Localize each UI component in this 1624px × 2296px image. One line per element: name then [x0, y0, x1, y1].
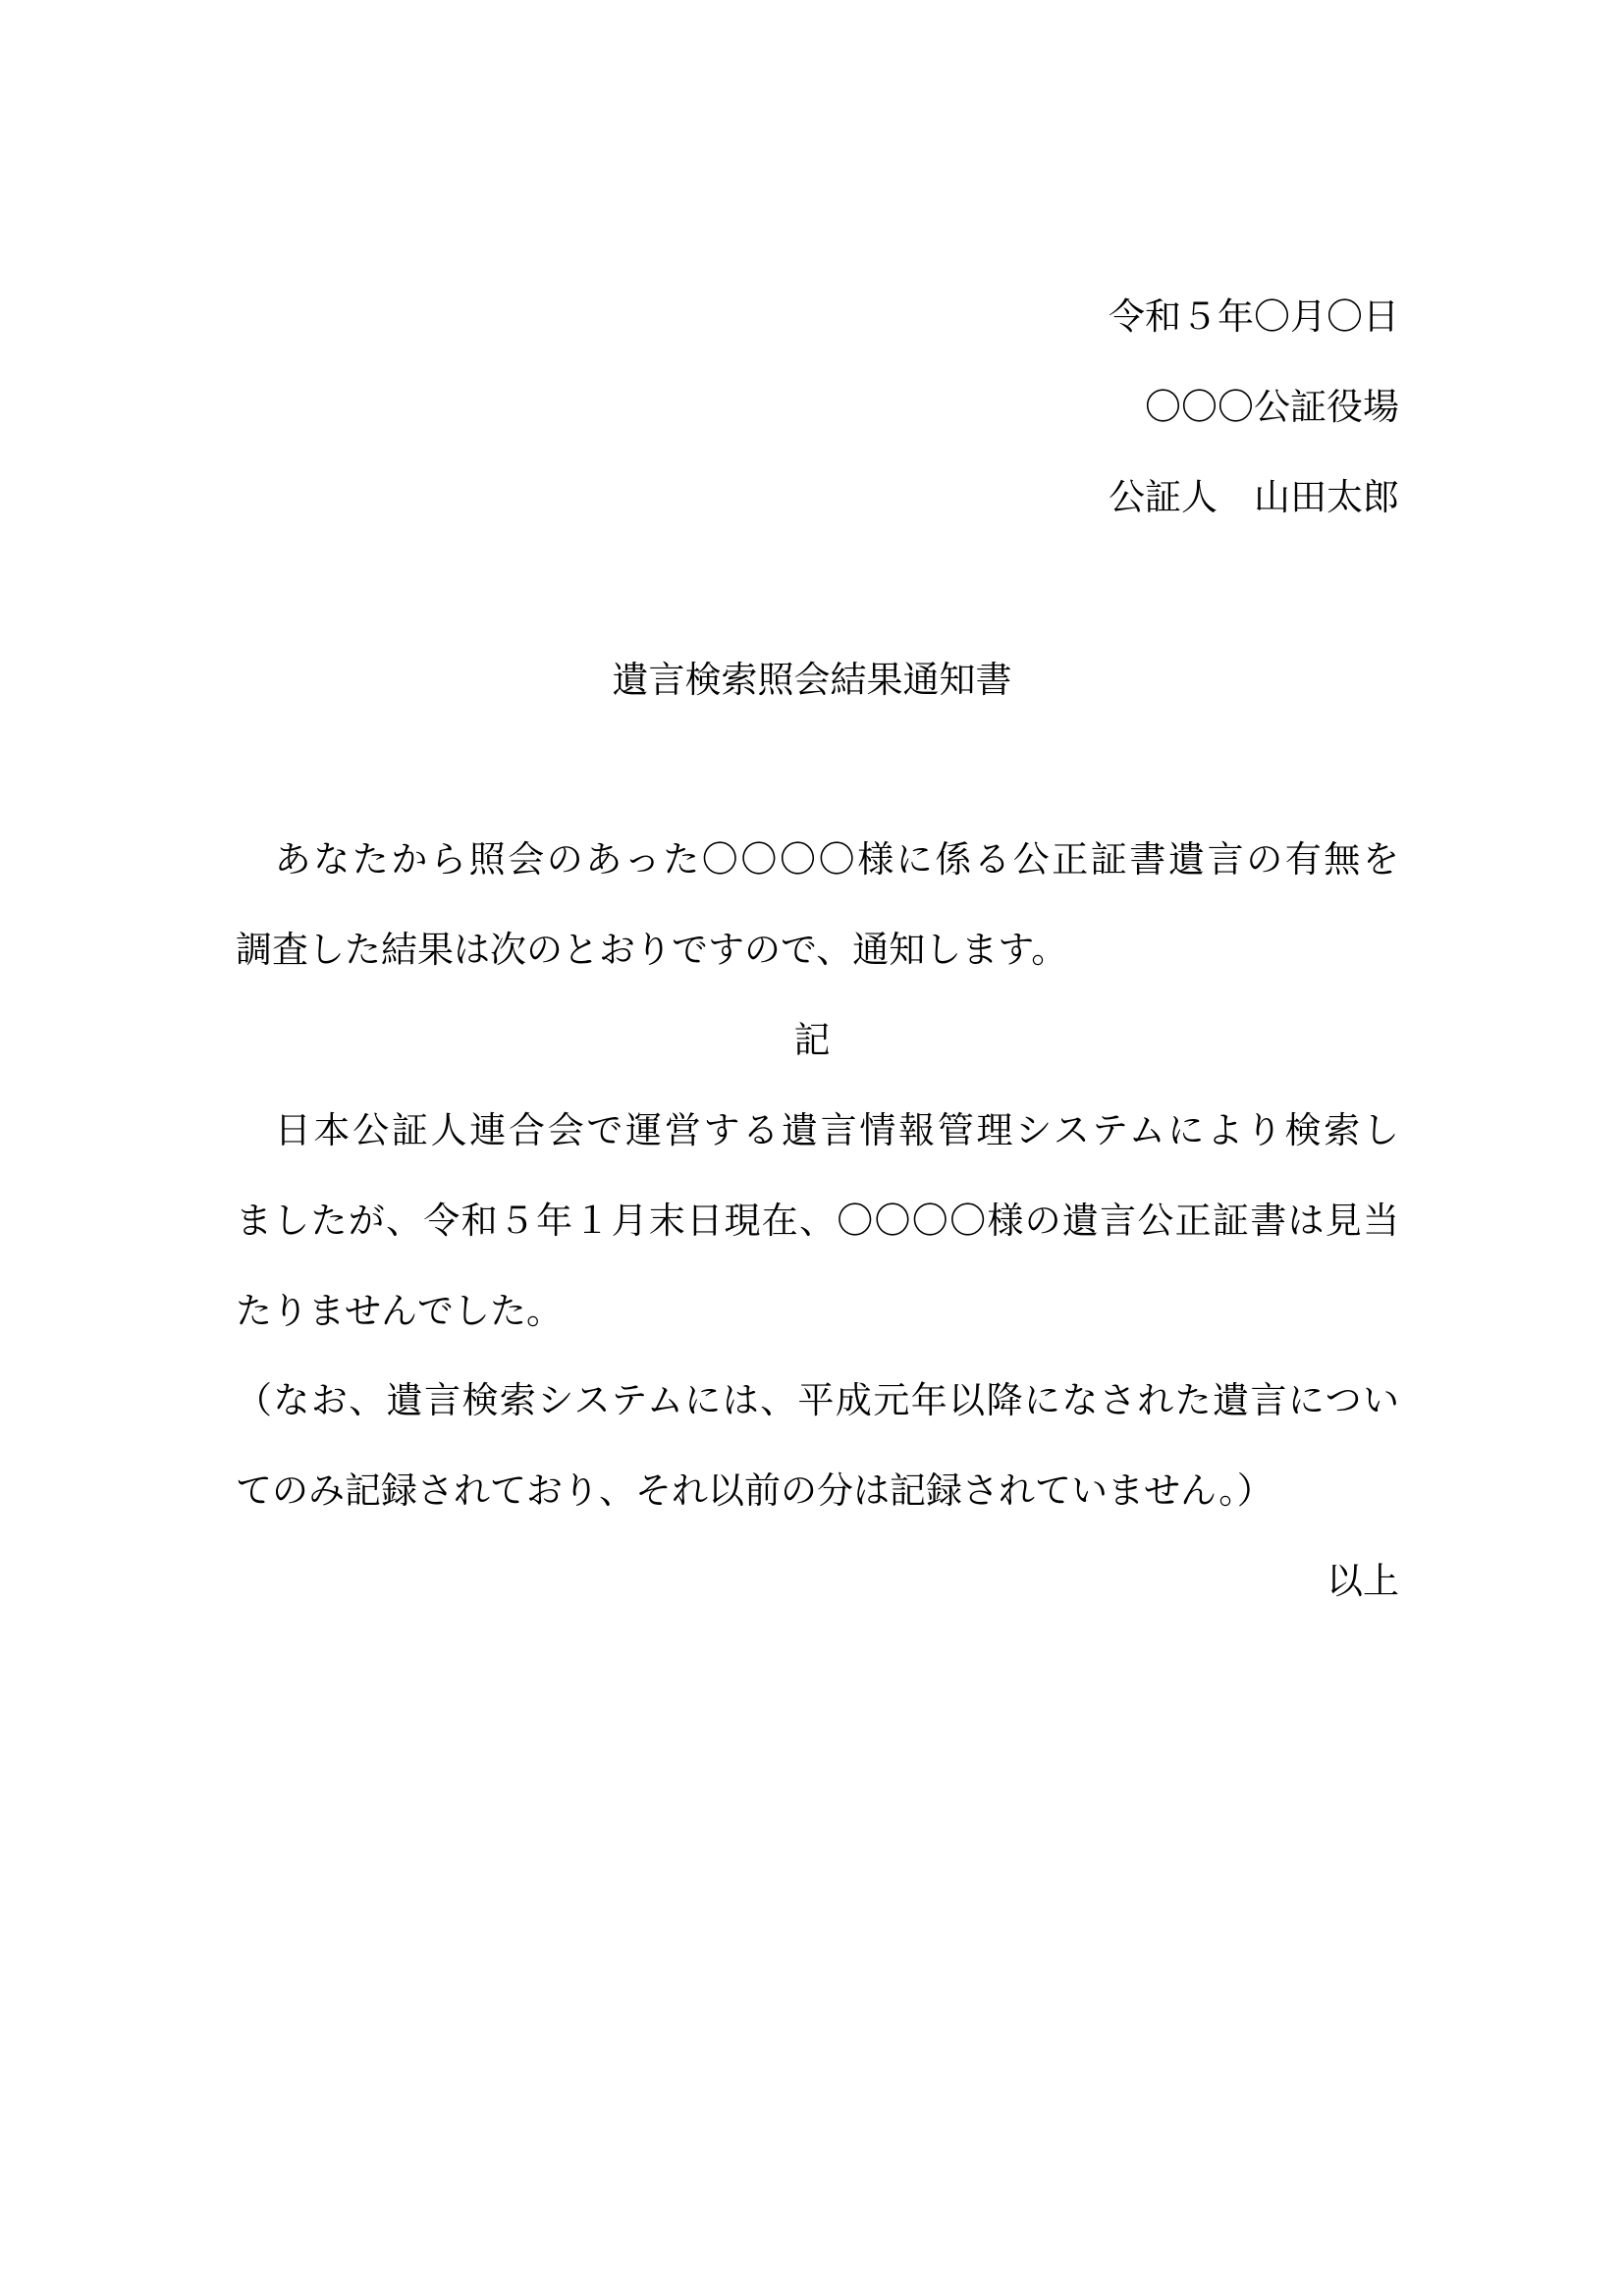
issue-date: 令和５年〇月〇日: [1109, 295, 1399, 338]
closing-text: 以上: [1326, 1560, 1399, 1602]
intro-line-2: 調査した結果は次のとおりですので、通知します。: [236, 929, 1068, 971]
notary-name: 公証人 山田太郎: [1109, 476, 1399, 518]
ki-heading: 記: [793, 1019, 831, 1061]
note-line-1: （なお、遺言検索システムには、平成元年以降になされた遺言につい: [236, 1379, 1399, 1421]
result-line-2: ましたが、令和５年１月末日現在、〇〇〇〇様の遺言公正証書は見当: [236, 1200, 1399, 1242]
document-title: 遺言検索照会結果通知書: [612, 659, 1012, 701]
result-line-3: たりませんでした。: [236, 1290, 563, 1332]
intro-line-1: あなたから照会のあった〇〇〇〇様に係る公正証書遺言の有無を: [236, 838, 1399, 881]
note-line-2: てのみ記録されており、それ以前の分は記録されていません。）: [236, 1469, 1273, 1512]
result-line-1: 日本公証人連合会で運営する遺言情報管理システムにより検索し: [236, 1109, 1399, 1151]
office-name: 〇〇〇公証役場: [1145, 386, 1399, 428]
